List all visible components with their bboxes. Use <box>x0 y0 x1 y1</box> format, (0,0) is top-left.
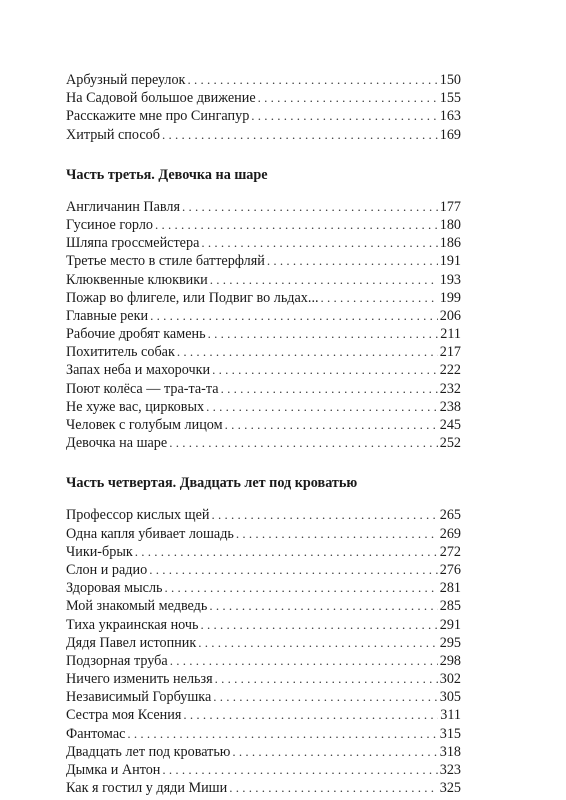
toc-entry <box>66 779 461 797</box>
toc-entry-page: 150 <box>439 72 461 88</box>
toc-entry-title: Запах неба и махорочки <box>66 362 211 379</box>
toc-entry <box>66 71 461 89</box>
dot-leader <box>209 597 437 615</box>
toc-entry <box>66 416 461 434</box>
toc-entry-title: На Садовой большое движение <box>66 90 256 107</box>
toc-entry <box>66 579 461 597</box>
toc-entry-title: Чики-брык <box>66 543 133 560</box>
toc-entry <box>66 688 461 706</box>
toc-entry <box>66 761 461 779</box>
toc-entry-page: 291 <box>439 616 461 633</box>
part-heading-four: Часть четвертая. Двадцать лет под кроватью <box>66 475 358 492</box>
toc-entry-page: 305 <box>439 689 461 706</box>
dot-leader <box>169 434 438 452</box>
dot-leader <box>229 779 438 797</box>
toc-entry-page: 177 <box>439 198 461 215</box>
toc-entry <box>66 597 461 615</box>
dot-leader <box>150 307 438 325</box>
dot-leader <box>213 688 437 706</box>
toc-entry <box>66 743 461 761</box>
toc-entry-title: Главные реки <box>66 307 149 324</box>
toc-entry-page: 211 <box>440 326 461 343</box>
dot-leader <box>183 706 438 724</box>
toc-entry <box>66 107 461 125</box>
toc-entry-page: 217 <box>439 344 461 361</box>
toc-entry-title: Хитрый способ <box>66 126 160 143</box>
toc-entry <box>66 252 461 270</box>
toc-entry-page: 199 <box>439 289 461 306</box>
toc-entry <box>66 361 461 379</box>
toc-entry <box>66 234 461 252</box>
toc-entry <box>66 706 461 724</box>
dot-leader <box>221 380 438 398</box>
toc-entry-title: Независимый Горбушка <box>66 689 212 706</box>
toc-section-part-four <box>66 506 461 797</box>
dot-leader <box>251 107 437 125</box>
toc-entry <box>66 434 461 452</box>
toc-entry-title: Подзорная труба <box>66 652 168 669</box>
toc-entry-title: Гусиное горло <box>66 216 153 233</box>
toc-entry-page: 265 <box>439 507 461 524</box>
toc-entry-title: Одна капля убивает лошадь <box>66 525 234 542</box>
toc-entry-title: Двадцать лет под кроватью <box>66 743 231 760</box>
toc-entry <box>66 543 461 561</box>
toc-entry-title: Ничего изменить нельзя <box>66 671 213 688</box>
toc-entry <box>66 652 461 670</box>
toc-entry-title: Слон и радио <box>66 561 148 578</box>
toc-entry-title: Рабочие дробят камень <box>66 326 206 343</box>
dot-leader <box>236 525 438 543</box>
toc-entry-page: 186 <box>439 235 461 252</box>
toc-entry-title: Сестра моя Ксения <box>66 707 182 724</box>
toc-entry-page: 272 <box>439 543 461 560</box>
dot-leader <box>177 343 438 361</box>
toc-entry-page: 311 <box>440 707 461 724</box>
toc-entry <box>66 271 461 289</box>
toc-entry-title: Как я гостил у дяди Миши <box>66 780 228 797</box>
toc-entry-title: Поют колёса — тра-та-та <box>66 380 219 397</box>
toc-entry-page: 298 <box>439 652 461 669</box>
toc-section-part-three <box>66 198 461 453</box>
toc-entry-page: 169 <box>439 126 461 143</box>
toc-entry-title: Человек с голубым лицом <box>66 417 223 433</box>
toc-entry-title: Расскажите мне про Сингапур <box>66 108 250 125</box>
dot-leader <box>127 725 437 743</box>
dot-leader <box>198 634 437 652</box>
toc-entry-page: 269 <box>439 525 461 542</box>
toc-entry <box>66 307 461 325</box>
toc-entry-page: 325 <box>439 780 461 797</box>
toc-entry <box>66 616 461 634</box>
toc-entry <box>66 506 461 524</box>
toc-entry-title: Фантомас <box>66 725 126 742</box>
dot-leader <box>201 234 437 252</box>
toc-entry-title: Арбузный переулок <box>66 72 186 88</box>
toc-entry-page: 180 <box>439 216 461 233</box>
toc-entry-title: Похититель собак <box>66 344 175 361</box>
toc-entry <box>66 89 461 107</box>
toc-entry-title: Мой знакомый медведь <box>66 598 208 615</box>
toc-entry <box>66 725 461 743</box>
toc-entry-title: Профессор кислых щей <box>66 507 210 524</box>
toc-entry <box>66 525 461 543</box>
dot-leader <box>170 652 438 670</box>
toc-entry-title: Шляпа гроссмейстера <box>66 235 200 252</box>
toc-entry-title: Клюквенные клюквики <box>66 271 208 288</box>
toc-entry <box>66 325 461 343</box>
dot-leader <box>187 71 437 89</box>
toc-entry <box>66 126 461 144</box>
toc-entry-page: 276 <box>439 561 461 578</box>
toc-entry-page: 222 <box>439 362 461 379</box>
dot-leader <box>215 670 438 688</box>
toc-entry-page: 238 <box>439 398 461 415</box>
toc-entry-page: 206 <box>439 307 461 324</box>
toc-entry-page: 295 <box>439 634 461 651</box>
dot-leader <box>149 561 438 579</box>
dot-leader <box>232 743 437 761</box>
part-heading-three: Часть третья. Девочка на шаре <box>66 166 268 183</box>
toc-entry-page: 302 <box>439 671 461 688</box>
toc-entry-page: 191 <box>439 253 461 270</box>
toc-entry-title: Дядя Павел истопник <box>66 634 197 651</box>
toc-entry <box>66 343 461 361</box>
dot-leader <box>165 579 438 597</box>
table-of-contents <box>66 71 461 797</box>
toc-entry-title: Третье место в стиле баттерфляй <box>66 253 265 270</box>
dot-leader <box>155 216 438 234</box>
dot-leader <box>225 416 438 434</box>
toc-entry-title: Пожар во флигеле, или Подвиг во льдах... <box>66 289 319 306</box>
toc-entry <box>66 380 461 398</box>
toc-entry-title: Тиха украинская ночь <box>66 616 199 633</box>
toc-section-continuation <box>66 71 461 144</box>
toc-entry-page: 315 <box>439 725 461 742</box>
toc-entry <box>66 198 461 216</box>
toc-entry-page: 323 <box>439 762 461 778</box>
toc-entry-title: Англичанин Павля <box>66 198 181 215</box>
dot-leader <box>258 89 438 107</box>
toc-entry-title: Девочка на шаре <box>66 435 168 452</box>
dot-leader <box>162 126 438 144</box>
dot-leader <box>206 398 438 416</box>
toc-entry-title: Здоровая мысль <box>66 580 163 597</box>
dot-leader <box>208 325 439 343</box>
dot-leader <box>321 289 438 307</box>
toc-entry <box>66 216 461 234</box>
toc-entry <box>66 561 461 579</box>
dot-leader <box>182 198 438 216</box>
dot-leader <box>211 506 437 524</box>
toc-entry-title: Не хуже вас, цирковых <box>66 398 205 415</box>
dot-leader <box>267 252 438 270</box>
dot-leader <box>135 543 438 561</box>
toc-entry-page: 232 <box>439 380 461 397</box>
toc-entry-title: Дымка и Антон <box>66 762 161 778</box>
toc-entry-page: 163 <box>439 108 461 125</box>
dot-leader <box>201 616 438 634</box>
toc-entry <box>66 634 461 652</box>
toc-entry <box>66 398 461 416</box>
toc-entry-page: 252 <box>439 435 461 452</box>
toc-entry <box>66 670 461 688</box>
dot-leader <box>212 361 438 379</box>
toc-entry-page: 155 <box>439 90 461 107</box>
dot-leader <box>162 761 437 779</box>
toc-entry-page: 285 <box>439 598 461 615</box>
toc-entry-page: 281 <box>439 580 461 597</box>
toc-entry-page: 245 <box>439 417 461 433</box>
dot-leader <box>210 271 438 289</box>
toc-entry-page: 318 <box>439 743 461 760</box>
toc-entry <box>66 289 461 307</box>
toc-entry-page: 193 <box>439 271 461 288</box>
